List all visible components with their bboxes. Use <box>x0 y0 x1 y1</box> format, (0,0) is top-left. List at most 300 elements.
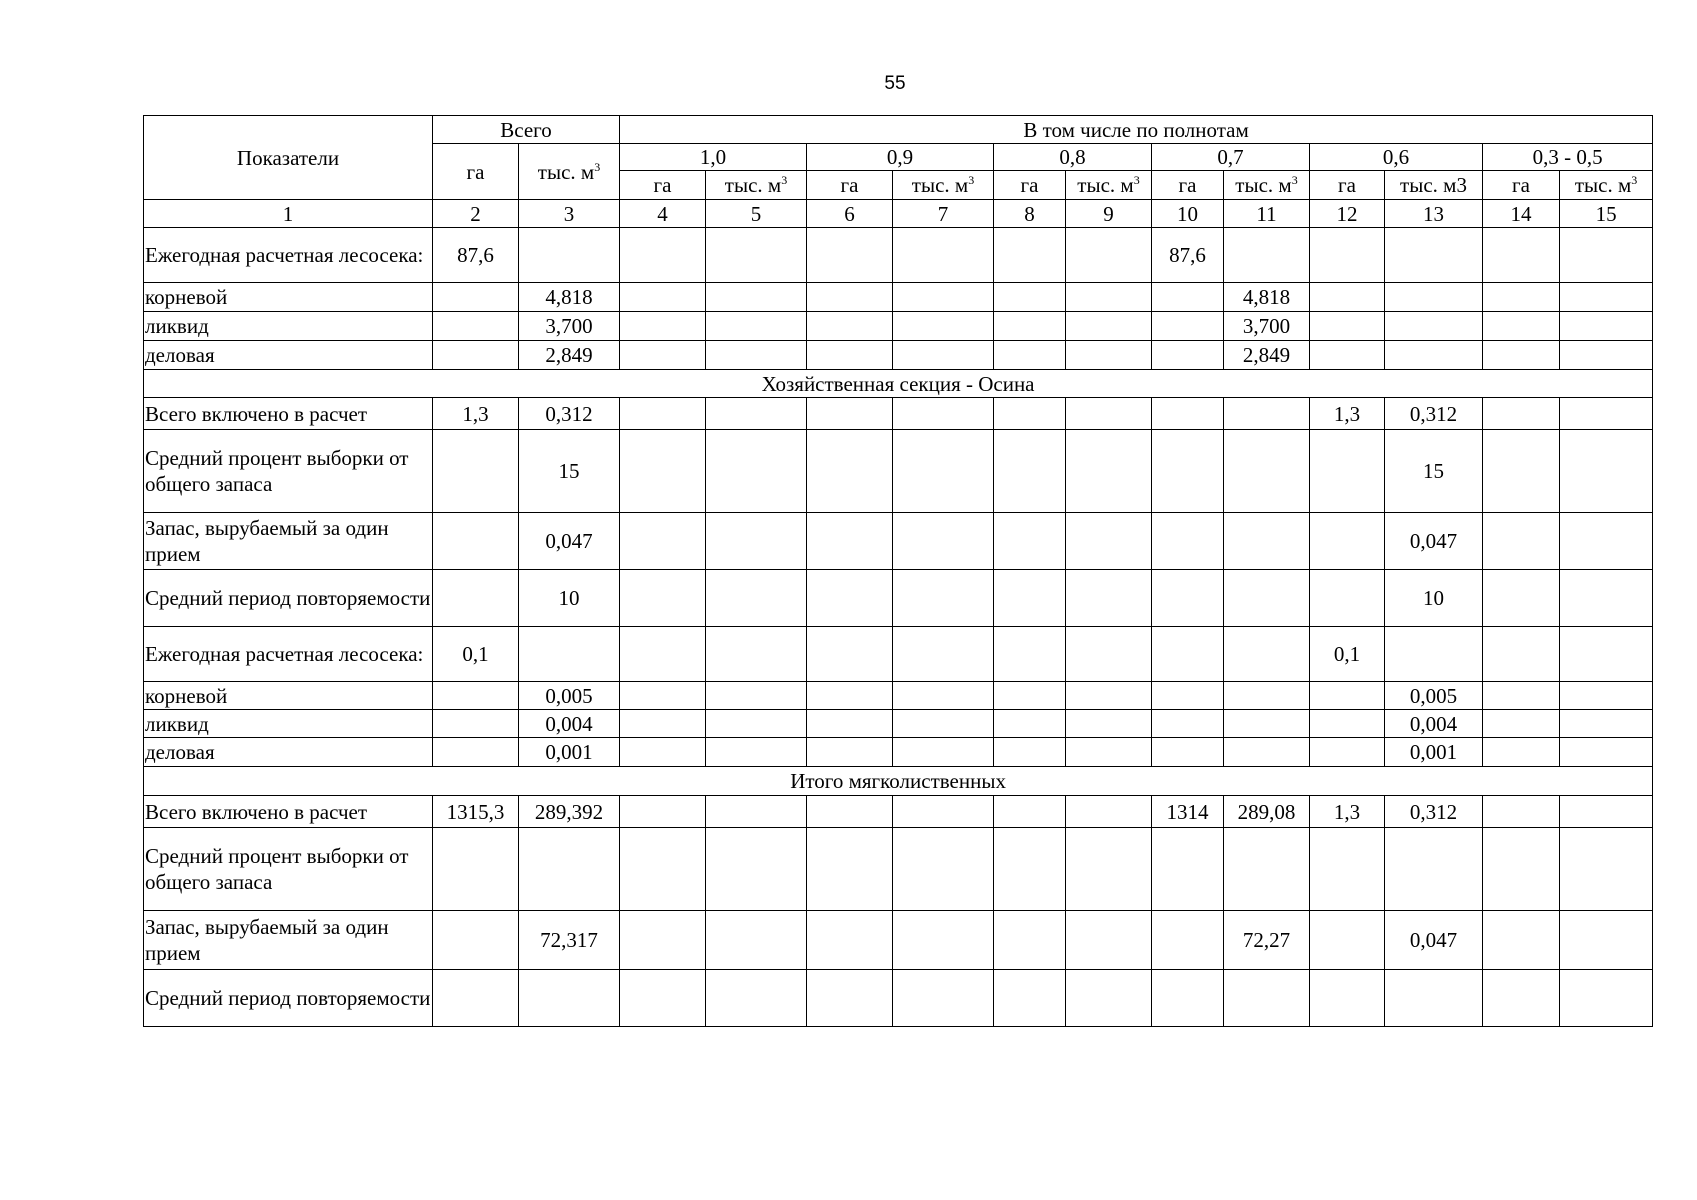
table-row <box>144 828 1653 911</box>
row-label: ликвид <box>144 710 433 738</box>
table-cell <box>1483 911 1560 970</box>
table-cell <box>994 970 1066 1027</box>
table-cell: 1,3 <box>433 398 519 430</box>
table-cell <box>1560 283 1653 312</box>
table-cell <box>1560 627 1653 682</box>
col-number: 1 <box>144 200 433 228</box>
table-cell <box>1483 398 1560 430</box>
col-number: 3 <box>519 200 620 228</box>
table-cell <box>893 283 994 312</box>
header-density-0-8: 0,8 <box>994 144 1152 171</box>
table-row <box>144 341 1653 370</box>
header-ha: га <box>1310 171 1385 200</box>
row-label: корневой <box>144 283 433 312</box>
table-cell <box>1483 828 1560 911</box>
header-volume: тыс. м3 <box>1385 171 1483 200</box>
table-cell <box>994 228 1066 283</box>
table-cell: 10 <box>1385 570 1483 627</box>
table-cell <box>893 398 994 430</box>
header-indicators: Показатели <box>144 116 433 200</box>
col-number: 15 <box>1560 200 1653 228</box>
table-cell <box>1385 828 1483 911</box>
table-row <box>144 312 1653 341</box>
table-cell <box>1310 312 1385 341</box>
table-cell <box>706 228 807 283</box>
table-cell <box>1152 283 1224 312</box>
table-cell <box>620 312 706 341</box>
col-number: 8 <box>994 200 1066 228</box>
table-cell <box>1560 970 1653 1027</box>
table-cell: 0,004 <box>519 710 620 738</box>
table-cell <box>807 627 893 682</box>
table-cell <box>994 513 1066 570</box>
row-label: Средний период повторяемости <box>144 970 433 1027</box>
table-cell <box>994 828 1066 911</box>
table-cell <box>706 682 807 710</box>
table-cell <box>620 430 706 513</box>
table-cell <box>994 398 1066 430</box>
row-label: ликвид <box>144 312 433 341</box>
col-number: 2 <box>433 200 519 228</box>
table-cell <box>706 570 807 627</box>
table-cell <box>706 828 807 911</box>
table-cell <box>1066 710 1152 738</box>
table-cell <box>893 682 994 710</box>
table-cell <box>519 228 620 283</box>
table-row <box>144 710 1653 738</box>
table-cell: 1,3 <box>1310 796 1385 828</box>
table-cell <box>1152 970 1224 1027</box>
table-cell <box>807 682 893 710</box>
table-cell <box>433 312 519 341</box>
col-number: 11 <box>1224 200 1310 228</box>
table-row <box>144 627 1653 682</box>
table-cell: 1,3 <box>1310 398 1385 430</box>
table-cell <box>706 738 807 767</box>
table-cell <box>706 398 807 430</box>
table-cell <box>1224 738 1310 767</box>
table-cell <box>1152 430 1224 513</box>
table-cell: 3,700 <box>1224 312 1310 341</box>
table-cell <box>893 627 994 682</box>
table-cell: 0,312 <box>1385 796 1483 828</box>
table-cell <box>893 738 994 767</box>
table-cell <box>807 911 893 970</box>
table-cell <box>620 627 706 682</box>
table-cell <box>893 513 994 570</box>
table-cell: 72,27 <box>1224 911 1310 970</box>
row-label: Запас, вырубаемый за один прием <box>144 513 433 570</box>
table-cell <box>1385 970 1483 1027</box>
table-cell: 87,6 <box>1152 228 1224 283</box>
row-label: корневой <box>144 682 433 710</box>
header-volume: тыс. $м^3$ <box>1224 171 1310 200</box>
table-cell <box>1224 398 1310 430</box>
col-number: 4 <box>620 200 706 228</box>
header-volume: тыс. $м^3$ <box>1066 171 1152 200</box>
table-cell: 15 <box>519 430 620 513</box>
table-cell <box>620 738 706 767</box>
col-number: 5 <box>706 200 807 228</box>
table-cell <box>1483 513 1560 570</box>
table-cell <box>1310 341 1385 370</box>
header-ha: га <box>620 171 706 200</box>
table-row <box>144 430 1653 513</box>
table-cell <box>620 682 706 710</box>
table-cell <box>1152 828 1224 911</box>
table-cell <box>1224 627 1310 682</box>
table-cell <box>1066 796 1152 828</box>
header-row-1 <box>144 116 1653 144</box>
table-cell: 289,08 <box>1224 796 1310 828</box>
table-cell <box>1560 710 1653 738</box>
row-label: деловая <box>144 738 433 767</box>
table-cell <box>433 911 519 970</box>
forest-table <box>143 115 1653 1027</box>
row-label: Запас, вырубаемый за один прием <box>144 911 433 970</box>
table-cell <box>893 430 994 513</box>
table-cell <box>807 283 893 312</box>
table-cell <box>433 682 519 710</box>
section-title: Хозяйственная секция - Осина <box>144 370 1653 398</box>
table-cell <box>1483 796 1560 828</box>
row-label: Всего включено в расчет <box>144 398 433 430</box>
table-cell <box>994 430 1066 513</box>
table-cell: 289,392 <box>519 796 620 828</box>
table-cell <box>1066 312 1152 341</box>
table-cell <box>1310 283 1385 312</box>
table-cell <box>620 228 706 283</box>
table-cell <box>893 341 994 370</box>
table-cell <box>1483 682 1560 710</box>
table-cell <box>1560 738 1653 767</box>
table-cell <box>433 341 519 370</box>
section-row <box>144 767 1653 796</box>
table-cell: 0,047 <box>1385 513 1483 570</box>
table-cell <box>1483 710 1560 738</box>
table-cell: 2,849 <box>1224 341 1310 370</box>
table-cell: 0,005 <box>1385 682 1483 710</box>
table-cell: 72,317 <box>519 911 620 970</box>
header-density-0-6: 0,6 <box>1310 144 1483 171</box>
row-label: Средний процент выборки от общего запаса <box>144 430 433 513</box>
header-volume: тыс. $м^3$ <box>1560 171 1653 200</box>
page-number: 55 <box>884 73 906 94</box>
table-cell <box>1152 682 1224 710</box>
table-cell <box>620 796 706 828</box>
table-cell <box>1066 341 1152 370</box>
table-cell <box>1310 911 1385 970</box>
header-density-0-7: 0,7 <box>1152 144 1310 171</box>
table-cell <box>433 828 519 911</box>
table-cell <box>807 513 893 570</box>
table-cell <box>706 911 807 970</box>
table-cell <box>706 312 807 341</box>
table-cell <box>1152 627 1224 682</box>
table-cell <box>1310 430 1385 513</box>
table-cell <box>519 970 620 1027</box>
table-row <box>144 513 1653 570</box>
table-cell <box>1560 341 1653 370</box>
header-density-0-3-0-5: 0,3 - 0,5 <box>1483 144 1653 171</box>
row-label: Средний процент выборки от общего запаса <box>144 828 433 911</box>
table-cell <box>1483 738 1560 767</box>
table-cell <box>620 828 706 911</box>
table-cell <box>620 283 706 312</box>
row-label: Средний период повторяемости <box>144 570 433 627</box>
table-cell <box>807 738 893 767</box>
col-number: 6 <box>807 200 893 228</box>
table-cell <box>433 570 519 627</box>
table-cell <box>1066 283 1152 312</box>
header-ha: га <box>994 171 1066 200</box>
header-ha: га <box>807 171 893 200</box>
table-cell <box>1224 710 1310 738</box>
table-cell <box>994 627 1066 682</box>
table-cell <box>994 738 1066 767</box>
section-title: Итого мягколиственных <box>144 767 1653 796</box>
table-row <box>144 570 1653 627</box>
table-cell <box>1066 970 1152 1027</box>
table-cell <box>433 283 519 312</box>
table-cell <box>620 398 706 430</box>
table-cell <box>1152 911 1224 970</box>
header-volume: тыс. $м^3$ <box>893 171 994 200</box>
table-cell <box>1310 738 1385 767</box>
table-cell <box>1385 341 1483 370</box>
table-cell <box>1560 828 1653 911</box>
table-cell <box>893 312 994 341</box>
table-cell: 3,700 <box>519 312 620 341</box>
table-cell: 15 <box>1385 430 1483 513</box>
table-cell <box>433 738 519 767</box>
table-cell <box>433 710 519 738</box>
table-cell <box>994 710 1066 738</box>
table-cell: 0,001 <box>1385 738 1483 767</box>
table-cell <box>1483 312 1560 341</box>
table-cell <box>1483 283 1560 312</box>
table-cell <box>1066 513 1152 570</box>
table-cell <box>807 710 893 738</box>
header-density-1-0: 1,0 <box>620 144 807 171</box>
table-cell <box>1560 682 1653 710</box>
table-cell <box>1066 398 1152 430</box>
table-cell <box>807 312 893 341</box>
table-row <box>144 398 1653 430</box>
table-row <box>144 796 1653 828</box>
row-label: Ежегодная расчетная лесосека: <box>144 627 433 682</box>
table-cell <box>706 513 807 570</box>
header-total-volume: тыс. $м^3$ <box>519 144 620 200</box>
table-cell: 0,312 <box>519 398 620 430</box>
table-cell <box>1224 970 1310 1027</box>
table-cell <box>994 796 1066 828</box>
col-number: 13 <box>1385 200 1483 228</box>
table-cell <box>1066 627 1152 682</box>
header-total-ha: га <box>433 144 519 200</box>
table-cell <box>1483 970 1560 1027</box>
table-cell <box>620 513 706 570</box>
table-cell <box>1224 513 1310 570</box>
table-cell: 0,005 <box>519 682 620 710</box>
table-cell <box>994 341 1066 370</box>
table-cell <box>994 312 1066 341</box>
table-cell <box>433 513 519 570</box>
header-volume: тыс. $м^3$ <box>706 171 807 200</box>
table-cell <box>1560 398 1653 430</box>
col-number: 12 <box>1310 200 1385 228</box>
table-cell: 10 <box>519 570 620 627</box>
table-cell <box>807 570 893 627</box>
table-cell <box>1152 341 1224 370</box>
table-cell: 2,849 <box>519 341 620 370</box>
table-cell <box>807 228 893 283</box>
table-cell <box>519 828 620 911</box>
table-cell: 0,1 <box>1310 627 1385 682</box>
table-cell <box>1483 430 1560 513</box>
col-number: 14 <box>1483 200 1560 228</box>
col-number: 9 <box>1066 200 1152 228</box>
table-cell: 0,1 <box>433 627 519 682</box>
header-density-0-9: 0,9 <box>807 144 994 171</box>
header-ha: га <box>1483 171 1560 200</box>
table-cell <box>1483 228 1560 283</box>
row-label: Всего включено в расчет <box>144 796 433 828</box>
table-cell <box>1066 430 1152 513</box>
table-cell <box>1152 738 1224 767</box>
table-cell <box>1560 513 1653 570</box>
table-cell <box>893 970 994 1027</box>
table-cell: 4,818 <box>1224 283 1310 312</box>
table-cell <box>807 398 893 430</box>
section-row <box>144 370 1653 398</box>
table-cell <box>994 570 1066 627</box>
table-cell <box>893 828 994 911</box>
table-cell <box>620 570 706 627</box>
col-number: 10 <box>1152 200 1224 228</box>
table-cell <box>1066 911 1152 970</box>
table-cell <box>1385 283 1483 312</box>
table-cell <box>1152 570 1224 627</box>
table-cell: 0,047 <box>1385 911 1483 970</box>
table-cell <box>519 627 620 682</box>
table-cell <box>1152 710 1224 738</box>
table-cell <box>706 627 807 682</box>
table-cell <box>807 828 893 911</box>
table-cell <box>706 970 807 1027</box>
table-cell <box>1310 682 1385 710</box>
table-cell <box>994 911 1066 970</box>
table-cell <box>1224 682 1310 710</box>
table-cell <box>807 796 893 828</box>
table-cell <box>1560 312 1653 341</box>
table-cell <box>1310 513 1385 570</box>
table-cell <box>433 970 519 1027</box>
table-cell <box>1224 828 1310 911</box>
table-cell <box>1483 570 1560 627</box>
table-cell <box>807 341 893 370</box>
table-row <box>144 283 1653 312</box>
table-cell <box>620 341 706 370</box>
table-cell <box>1310 570 1385 627</box>
table-cell <box>1152 398 1224 430</box>
table-cell <box>706 283 807 312</box>
column-numbers-row <box>144 200 1653 228</box>
table-cell <box>893 570 994 627</box>
table-cell <box>1310 828 1385 911</box>
table-cell: 0,312 <box>1385 398 1483 430</box>
table-cell <box>1152 312 1224 341</box>
table-row <box>144 228 1653 283</box>
table-row <box>144 738 1653 767</box>
table-cell <box>706 710 807 738</box>
table-cell <box>706 796 807 828</box>
table-cell <box>807 970 893 1027</box>
table-cell <box>1483 627 1560 682</box>
table-cell <box>1560 570 1653 627</box>
table-cell <box>1224 228 1310 283</box>
table-cell: 0,047 <box>519 513 620 570</box>
table-cell <box>994 283 1066 312</box>
table-cell: 1315,3 <box>433 796 519 828</box>
table-cell <box>1066 570 1152 627</box>
table-cell <box>1385 627 1483 682</box>
table-cell <box>893 228 994 283</box>
table-row <box>144 682 1653 710</box>
table-cell <box>1560 228 1653 283</box>
row-label: деловая <box>144 341 433 370</box>
table-cell <box>1310 970 1385 1027</box>
table-cell <box>1560 796 1653 828</box>
table-cell <box>1385 228 1483 283</box>
header-ha: га <box>1152 171 1224 200</box>
table-row <box>144 911 1653 970</box>
table-cell <box>893 710 994 738</box>
table-cell: 87,6 <box>433 228 519 283</box>
table-cell <box>1066 828 1152 911</box>
table-cell <box>1560 911 1653 970</box>
table-cell <box>1066 228 1152 283</box>
table-row <box>144 970 1653 1027</box>
table-cell <box>433 430 519 513</box>
table-cell <box>620 710 706 738</box>
table-cell <box>1152 513 1224 570</box>
table-cell <box>706 341 807 370</box>
table-cell: 1314 <box>1152 796 1224 828</box>
table-cell <box>1066 738 1152 767</box>
table-cell <box>1310 228 1385 283</box>
table-cell: 0,004 <box>1385 710 1483 738</box>
table-cell <box>620 911 706 970</box>
table-cell <box>1310 710 1385 738</box>
table-cell <box>1385 312 1483 341</box>
table-cell <box>807 430 893 513</box>
row-label: Ежегодная расчетная лесосека: <box>144 228 433 283</box>
table-cell <box>1560 430 1653 513</box>
table-cell <box>706 430 807 513</box>
table-cell <box>1483 341 1560 370</box>
table-cell: 4,818 <box>519 283 620 312</box>
table-cell: 0,001 <box>519 738 620 767</box>
header-by-density: В том числе по полнотам <box>620 116 1653 144</box>
table-cell <box>1224 430 1310 513</box>
table-cell <box>893 796 994 828</box>
table-cell <box>994 682 1066 710</box>
table-cell <box>1066 682 1152 710</box>
col-number: 7 <box>893 200 994 228</box>
table-cell <box>1224 570 1310 627</box>
table-cell <box>893 911 994 970</box>
